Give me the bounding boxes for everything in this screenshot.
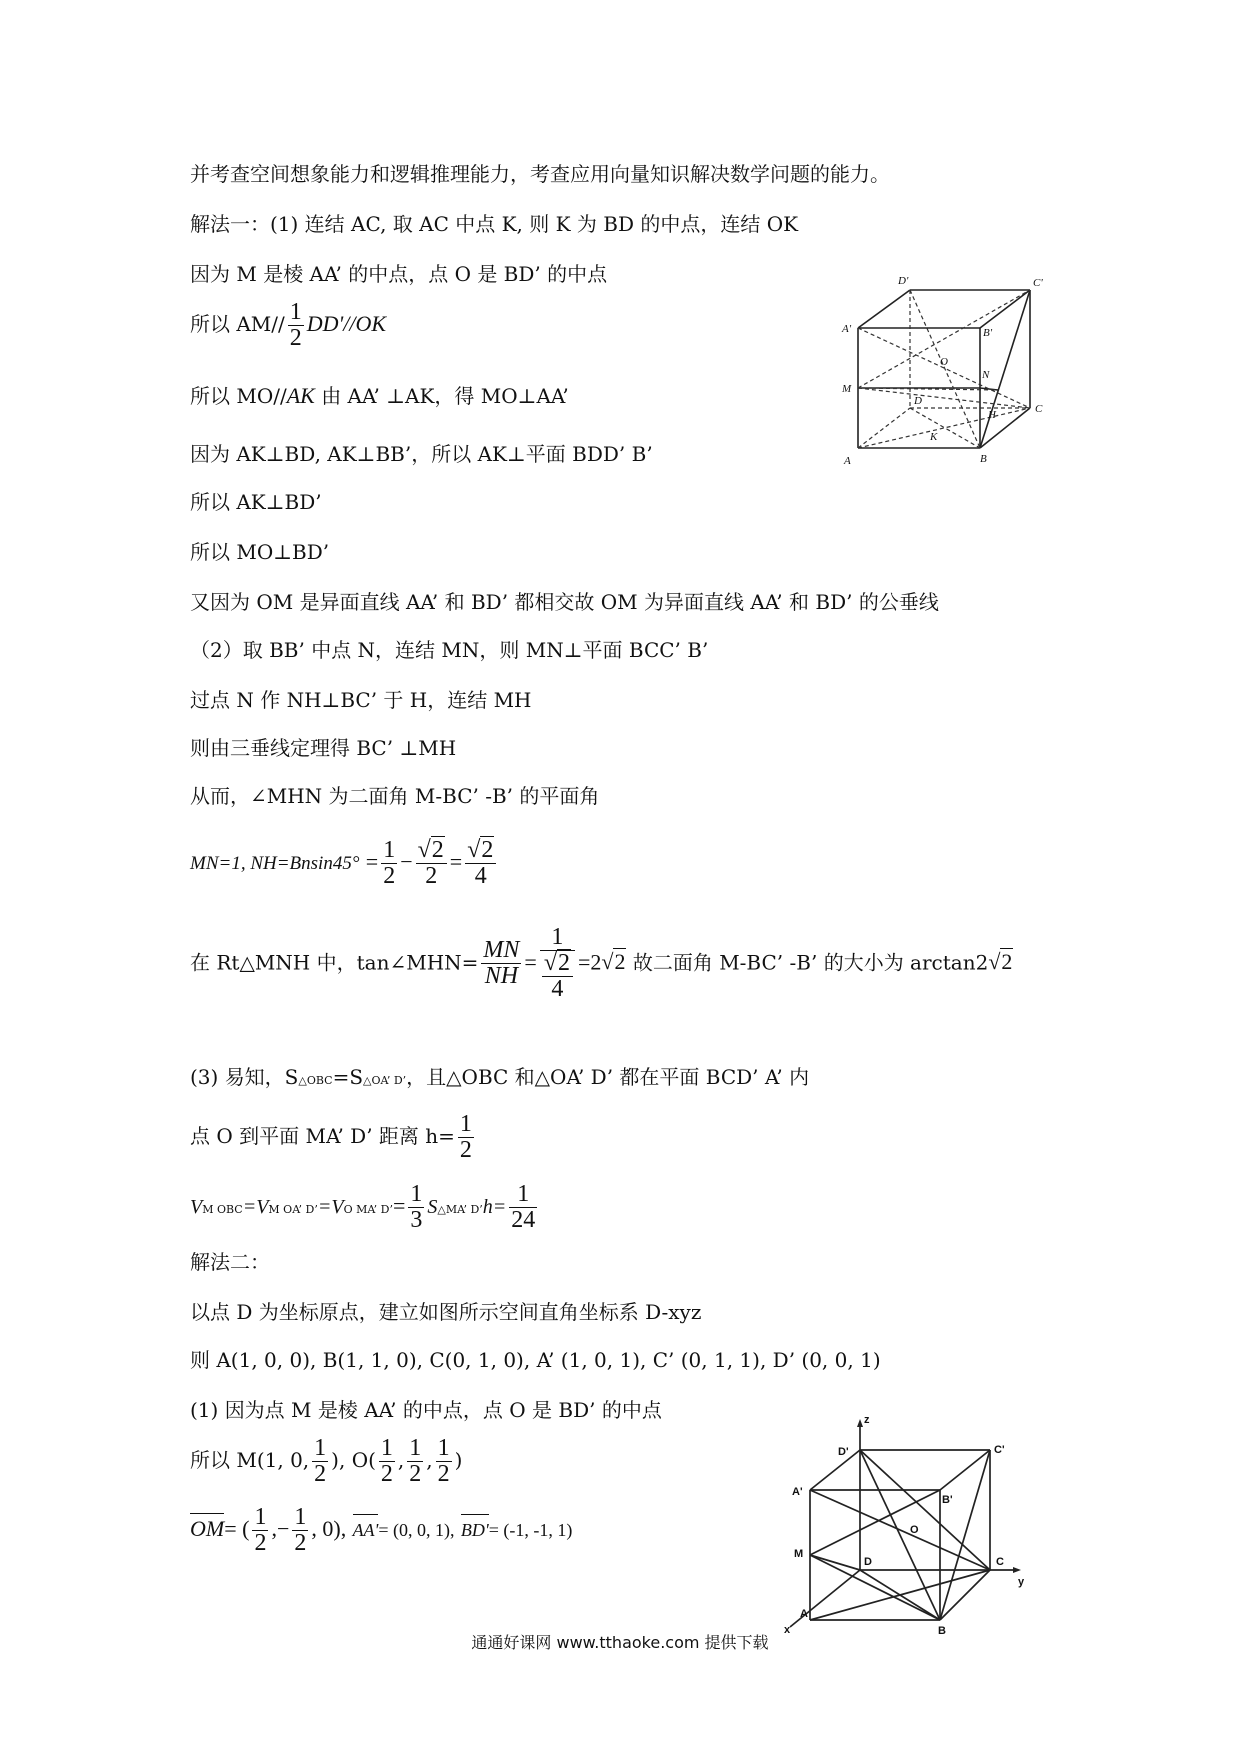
line24-e: = (0, 0, 1),: [378, 1520, 455, 1541]
fraction-sqrt2-over-4: [465, 838, 496, 889]
label-x: x: [784, 1624, 791, 1635]
cube-figure-1: [830, 270, 1060, 480]
line4-prefix: 所以 AM//: [190, 312, 285, 337]
fraction-half-b: [381, 838, 397, 889]
label-o: O: [910, 1524, 919, 1536]
fraction-1-24: [509, 1182, 537, 1233]
line24-g: = (-1, -1, 1): [488, 1520, 573, 1541]
label-c: C: [1035, 403, 1043, 415]
text-line-19: 解法二：: [190, 1250, 270, 1274]
text-line-16: [190, 1063, 809, 1095]
label-z: z: [864, 1414, 870, 1426]
label-d1: D': [838, 1446, 849, 1458]
line16-c: ，且△OBC 和△OA’ D’ 都在平面 BCD’ A’ 内: [406, 1065, 810, 1089]
text-line-23: 所以 M(1, 0, $\frac{1}{2}$ ), O( $\frac{1}{2}$ , $\frac{1}{2}$ , $\frac{1}{2}$ ): [190, 1435, 463, 1488]
vector-bd1: BD': [461, 1514, 489, 1544]
label-n: N: [982, 369, 990, 381]
label-h: H: [988, 409, 996, 421]
sub-mobc: M OBC: [202, 1203, 243, 1217]
eq-sign-2: =: [449, 849, 463, 875]
label-y: y: [1018, 1576, 1025, 1588]
frac-num: MN: [483, 937, 520, 964]
label-b1: B': [942, 1494, 953, 1506]
frac-den: 2: [409, 1461, 422, 1488]
sqrt-symbol: √2: [601, 949, 626, 975]
sub-moad: M OA’ D’: [268, 1203, 318, 1217]
comma-2: ,: [426, 1448, 433, 1473]
sqrt-symbol: √2: [543, 950, 570, 977]
v-symbol: V: [190, 1196, 203, 1219]
label-b: B: [980, 453, 987, 465]
label-c1: C': [994, 1444, 1005, 1456]
text-line-13: 从而，∠MHN 为二面角 M-BC’ -B’ 的平面角: [190, 784, 600, 808]
text-line-11: 过点 N 作 NH⊥BC’ 于 H，连结 MH: [190, 688, 532, 712]
text-line-15: [190, 925, 1013, 1003]
text-line-24: [190, 1505, 572, 1556]
frac-num: 1: [410, 1181, 423, 1207]
frac-den: 24: [511, 1207, 536, 1234]
frac-num: 1: [437, 1435, 450, 1461]
eq-sign-2: =: [577, 949, 591, 975]
frac-den: 2: [314, 1461, 327, 1488]
text-line-18: [190, 1182, 540, 1233]
frac-den: 2: [437, 1461, 450, 1488]
sqrt-radicand: 2: [1001, 949, 1013, 975]
frac-den: 2: [380, 1461, 393, 1488]
fraction-sqrt2-over-2: [416, 838, 447, 889]
frac-num: 1: [294, 1504, 307, 1530]
frac-o-x: [379, 1436, 395, 1487]
frac-num: 1: [380, 1435, 393, 1461]
label-k: K: [930, 431, 938, 443]
frac-den: 4: [474, 863, 487, 890]
line16-b: =S: [332, 1065, 364, 1089]
frac-den: 2: [425, 863, 438, 890]
fraction-mn-nh: [481, 938, 521, 989]
sqrt-radicand: 2: [614, 949, 626, 975]
line23-b: ), O(: [331, 1448, 376, 1473]
frac-den: 2: [294, 1530, 307, 1557]
frac-den: 2: [383, 863, 396, 890]
sqrt-radicand: 2: [557, 950, 570, 977]
frac-num: 1: [314, 1435, 327, 1461]
vector-aa1: AA': [353, 1514, 379, 1544]
eq-sign: =: [365, 849, 379, 875]
text-line-14: [190, 838, 499, 889]
cube-figure-2: [760, 1405, 1030, 1635]
text-line-5: [190, 382, 569, 410]
text-line-22: (1) 因为点 M 是棱 AA’ 的中点，点 O 是 BD’ 的中点: [190, 1398, 662, 1422]
text-line-3: 因为 M 是棱 AA’ 的中点，点 O 是 BD’ 的中点: [190, 262, 608, 286]
frac-num: 1: [459, 1111, 472, 1137]
line5-suffix: 由 AA’ ⊥AK，得 MO⊥AA’: [314, 384, 569, 408]
line17-text: 点 O 到平面 MA’ D’ 距离 h=: [190, 1124, 455, 1149]
frac-num: 1: [509, 1182, 537, 1208]
label-c1: C': [1033, 277, 1043, 289]
minus-sign: −: [400, 849, 413, 875]
sqrt-radicand: 2: [481, 837, 494, 863]
label-m: M: [842, 383, 852, 395]
line14-prefix: MN=1, NH=Bnsin45°: [190, 853, 360, 875]
fraction-complex: [540, 925, 575, 1003]
label-d: D: [914, 395, 922, 407]
sub-oad: △OA’ D’: [363, 1074, 407, 1087]
frac-o-z: [436, 1436, 452, 1487]
label-a: A: [844, 455, 851, 467]
text-line-6: 因为 AK⊥BD, AK⊥BB’，所以 AK⊥平面 BDD’ B’: [190, 442, 653, 466]
sqrt-symbol: √2: [417, 837, 444, 863]
label-b: B: [938, 1625, 946, 1635]
frac-num: 1: [383, 837, 396, 863]
s-symbol: S: [427, 1196, 438, 1219]
line24-c: , 0),: [311, 1516, 347, 1542]
text-line-12: 则由三垂线定理得 BC’ ⊥MH: [190, 736, 457, 760]
label-a1: A': [792, 1486, 803, 1498]
sqrt-symbol: √2: [467, 837, 494, 863]
line15-prefix: 在 Rt△MNH 中，tan∠MHN=: [190, 950, 479, 975]
comma: ,: [271, 1516, 277, 1542]
label-a1: A': [842, 323, 852, 335]
text-line-17: [190, 1112, 477, 1163]
frac-num: 1: [409, 1435, 422, 1461]
h-eq: h=: [482, 1196, 507, 1219]
line23-a: 所以 M(1, 0,: [190, 1448, 310, 1473]
frac-num: 1: [540, 925, 575, 951]
text-line-9: 又因为 OM 是异面直线 AA’ 和 BD’ 都相交故 OM 为异面直线 AA’ 和 BD’ 的公垂线: [190, 590, 939, 614]
text-line-7: 所以 AK⊥BD’: [190, 490, 322, 514]
fraction-third: [408, 1182, 424, 1233]
text-line-10: （2）取 BB’ 中点 N，连结 MN，则 MN⊥平面 BCC’ B’: [190, 638, 709, 662]
label-b1: B': [983, 327, 993, 339]
eq-sign: =: [392, 1193, 406, 1219]
frac-den: 4: [551, 976, 564, 1003]
text-line-4: [190, 300, 386, 351]
frac-den: 3: [410, 1207, 423, 1234]
fraction-half-h: [458, 1112, 474, 1163]
frac-den: 2: [254, 1530, 267, 1557]
vector-om: OM: [190, 1513, 224, 1543]
line5-ak: AK: [286, 383, 315, 408]
frac-om-y: [292, 1505, 308, 1556]
sub-omad: O MA’ D’: [343, 1203, 393, 1217]
frac-den: 2: [459, 1137, 472, 1164]
line24-b: = (: [224, 1516, 250, 1542]
frac-den: NH: [484, 963, 519, 990]
label-a: A: [800, 1608, 808, 1620]
line5-prefix: 所以 MO//: [190, 384, 287, 408]
frac-num: 1: [289, 299, 302, 325]
line15-suffix: 故二面角 M-BC’ -B’ 的大小为 arctan2: [632, 950, 989, 975]
coefficient: 2: [590, 949, 602, 975]
sqrt-radicand: 2: [431, 837, 444, 863]
label-d1: D': [898, 275, 909, 287]
line16-a: (3) 易知，S: [190, 1065, 299, 1089]
sub-obc: △OBC: [298, 1074, 333, 1087]
page-footer: 通通好课网 www.tthaoke.com 提供下载: [471, 1633, 769, 1652]
label-o: O: [940, 356, 948, 368]
line4-suffix: DD'//OK: [306, 311, 387, 337]
text-line-8: 所以 MO⊥BD’: [190, 540, 330, 564]
text-line-2: 解法一：(1) 连结 AC, 取 AC 中点 K, 则 K 为 BD 的中点，连结 OK: [190, 212, 799, 236]
text-line-21: 则 A(1, 0, 0), B(1, 1, 0), C(0, 1, 0), A’ (1, 0, 1), C’ (0, 1, 1), D’ (0, 0, 1): [190, 1348, 881, 1372]
comma: ,: [397, 1448, 405, 1473]
inner-fraction: [542, 951, 573, 1002]
label-c: C: [996, 1556, 1004, 1568]
frac-num: 1: [254, 1504, 267, 1530]
text-line-20: 以点 D 为坐标原点，建立如图所示空间直角坐标系 D-xyz: [190, 1300, 702, 1324]
label-d: D: [864, 1556, 872, 1568]
frac-o-y: [407, 1436, 423, 1487]
v-symbol-2: =V: [242, 1196, 269, 1219]
frac-den: 2: [289, 325, 302, 352]
label-m: M: [794, 1548, 804, 1560]
fraction-half: [288, 300, 304, 351]
minus-sign: −: [276, 1516, 290, 1542]
frac-om-x: [252, 1505, 268, 1556]
v-symbol-3: =V: [317, 1196, 344, 1219]
frac-m-z: [312, 1436, 328, 1487]
sub-smad: △MA’ D’: [437, 1203, 483, 1217]
eq-sign: =: [524, 949, 537, 975]
sqrt-symbol-end: √2: [988, 949, 1013, 975]
text-line-1: 并考查空间想象能力和逻辑推理能力，考查应用向量知识解决数学问题的能力。: [190, 162, 890, 186]
